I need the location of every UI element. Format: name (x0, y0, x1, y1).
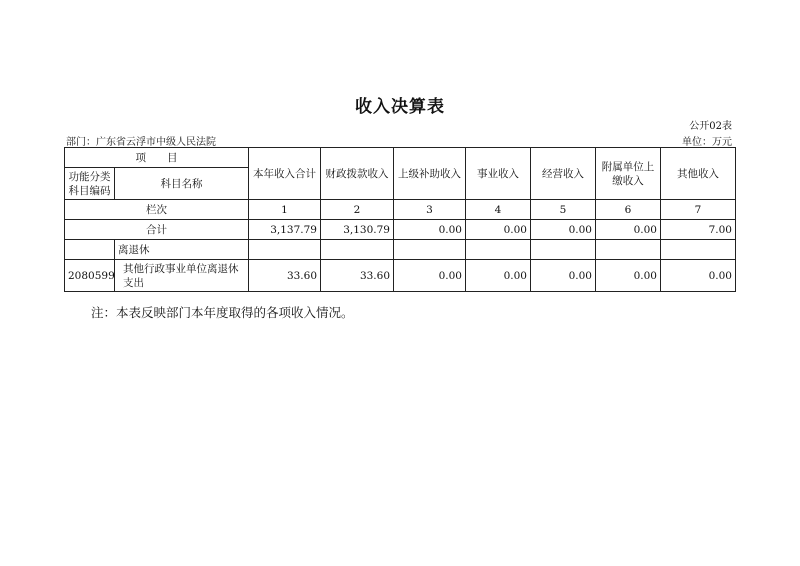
row-index-num: 7 (661, 200, 736, 220)
cell-value (466, 240, 531, 260)
row-index-num: 2 (321, 200, 394, 220)
row-index-num: 3 (394, 200, 466, 220)
col-header-superior-subsidy: 上级补助收入 (394, 148, 466, 200)
subject-name: 其他行政事业单位离退休支出 (115, 260, 249, 292)
row-index-num: 4 (466, 200, 531, 220)
total-value: 0.00 (466, 220, 531, 240)
department-label: 部门：广东省云浮市中级人民法院 (66, 137, 216, 148)
col-header-affiliated: 附属单位上缴收入 (596, 148, 661, 200)
table-row (65, 240, 736, 260)
total-value: 0.00 (531, 220, 596, 240)
row-index-num: 5 (531, 200, 596, 220)
func-code (65, 240, 115, 260)
col-header-total: 本年收入合计 (249, 148, 321, 200)
table-row (65, 260, 736, 292)
unit-label: 单位：万元 (682, 137, 732, 148)
row-index-num: 1 (249, 200, 321, 220)
col-header-other: 其他收入 (661, 148, 736, 200)
col-header-operating: 经营收入 (531, 148, 596, 200)
subject-name-header: 科目名称 (115, 168, 249, 200)
cell-value: 0.00 (596, 260, 661, 292)
cell-value (531, 240, 596, 260)
cell-value (661, 240, 736, 260)
cell-value: 33.60 (249, 260, 321, 292)
cell-value: 0.00 (661, 260, 736, 292)
total-value: 0.00 (596, 220, 661, 240)
item-header: 项 目 (65, 148, 249, 168)
total-value: 3,137.79 (249, 220, 321, 240)
row-index-num: 6 (596, 200, 661, 220)
cell-value: 0.00 (394, 260, 466, 292)
cell-value (394, 240, 466, 260)
total-value: 0.00 (394, 220, 466, 240)
income-table (64, 147, 736, 292)
cell-value (321, 240, 394, 260)
cell-value: 33.60 (321, 260, 394, 292)
cell-value (249, 240, 321, 260)
func-code-header: 功能分类科目编码 (65, 168, 115, 200)
total-value: 7.00 (661, 220, 736, 240)
table-note: 注：本表反映部门本年度取得的各项收入情况。 (91, 305, 354, 320)
total-value: 3,130.79 (321, 220, 394, 240)
cell-value: 0.00 (466, 260, 531, 292)
row-index-label: 栏次 (65, 200, 249, 220)
page-title: 收入决算表 (355, 97, 445, 117)
col-header-business: 事业收入 (466, 148, 531, 200)
total-label: 合计 (65, 220, 249, 240)
total-row (65, 220, 736, 240)
subject-name: 离退休 (115, 240, 249, 260)
cell-value (596, 240, 661, 260)
cell-value: 0.00 (531, 260, 596, 292)
func-code: 2080599 (65, 260, 115, 292)
form-number: 公开02表 (689, 121, 732, 132)
col-header-fiscal: 财政拨款收入 (321, 148, 394, 200)
